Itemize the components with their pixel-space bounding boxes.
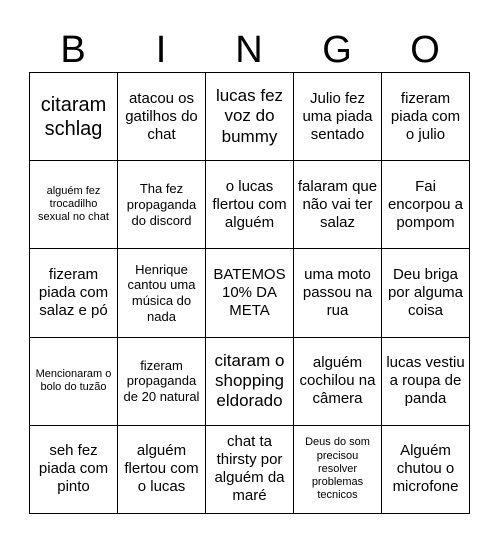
bingo-grid bbox=[29, 72, 470, 514]
bingo-cell-r5c5[interactable]: Alguém chutou o microfone bbox=[382, 426, 470, 514]
bingo-cell-r2c4[interactable]: falaram que não vai ter salaz bbox=[294, 161, 382, 249]
bingo-cell-r2c2[interactable]: Tha fez propaganda do discord bbox=[118, 161, 206, 249]
bingo-cell-r4c3[interactable]: citaram o shopping eldorado bbox=[206, 338, 294, 426]
bingo-cell-r5c4[interactable]: Deus do som precisou resolver problemas tecnicos bbox=[294, 426, 382, 514]
bingo-cell-r4c5[interactable]: lucas vestiu a roupa de panda bbox=[382, 338, 470, 426]
header-letter-g: G bbox=[322, 29, 352, 71]
bingo-cell-r3c1[interactable]: fizeram piada com salaz e pó bbox=[30, 249, 118, 337]
bingo-cell-r5c3[interactable]: chat ta thirsty por alguém da maré bbox=[206, 426, 294, 514]
bingo-cell-r3c5[interactable]: Deu briga por alguma coisa bbox=[382, 249, 470, 337]
header-letter-n: N bbox=[235, 29, 263, 71]
bingo-cell-r2c5[interactable]: Fai encorpou a pompom bbox=[382, 161, 470, 249]
bingo-cell-r2c1[interactable]: alguém fez trocadilho sexual no chat bbox=[30, 161, 118, 249]
bingo-cell-r3c3[interactable]: BATEMOS 10% DA META bbox=[206, 249, 294, 337]
header-letter-o: O bbox=[410, 29, 440, 71]
bingo-header bbox=[29, 28, 469, 72]
bingo-cell-r1c4[interactable]: Julio fez uma piada sentado bbox=[294, 73, 382, 161]
bingo-cell-r3c2[interactable]: Henrique cantou uma música do nada bbox=[118, 249, 206, 337]
bingo-cell-r4c4[interactable]: alguém cochilou na câmera bbox=[294, 338, 382, 426]
bingo-cell-r4c1[interactable]: Mencionaram o bolo do tuzão bbox=[30, 338, 118, 426]
bingo-cell-r4c2[interactable]: fizeram propaganda de 20 natural bbox=[118, 338, 206, 426]
bingo-cell-r5c1[interactable]: seh fez piada com pinto bbox=[30, 426, 118, 514]
header-letter-b: B bbox=[60, 29, 86, 71]
bingo-cell-r1c1[interactable]: citaram schlag bbox=[30, 73, 118, 161]
bingo-cell-r1c2[interactable]: atacou os gatilhos do chat bbox=[118, 73, 206, 161]
bingo-cell-r3c4[interactable]: uma moto passou na rua bbox=[294, 249, 382, 337]
header-letter-i: I bbox=[155, 29, 167, 71]
bingo-cell-r1c3[interactable]: lucas fez voz do bummy bbox=[206, 73, 294, 161]
bingo-cell-r1c5[interactable]: fizeram piada com o julio bbox=[382, 73, 470, 161]
bingo-cell-r5c2[interactable]: alguém flertou com o lucas bbox=[118, 426, 206, 514]
bingo-cell-r2c3[interactable]: o lucas flertou com alguém bbox=[206, 161, 294, 249]
